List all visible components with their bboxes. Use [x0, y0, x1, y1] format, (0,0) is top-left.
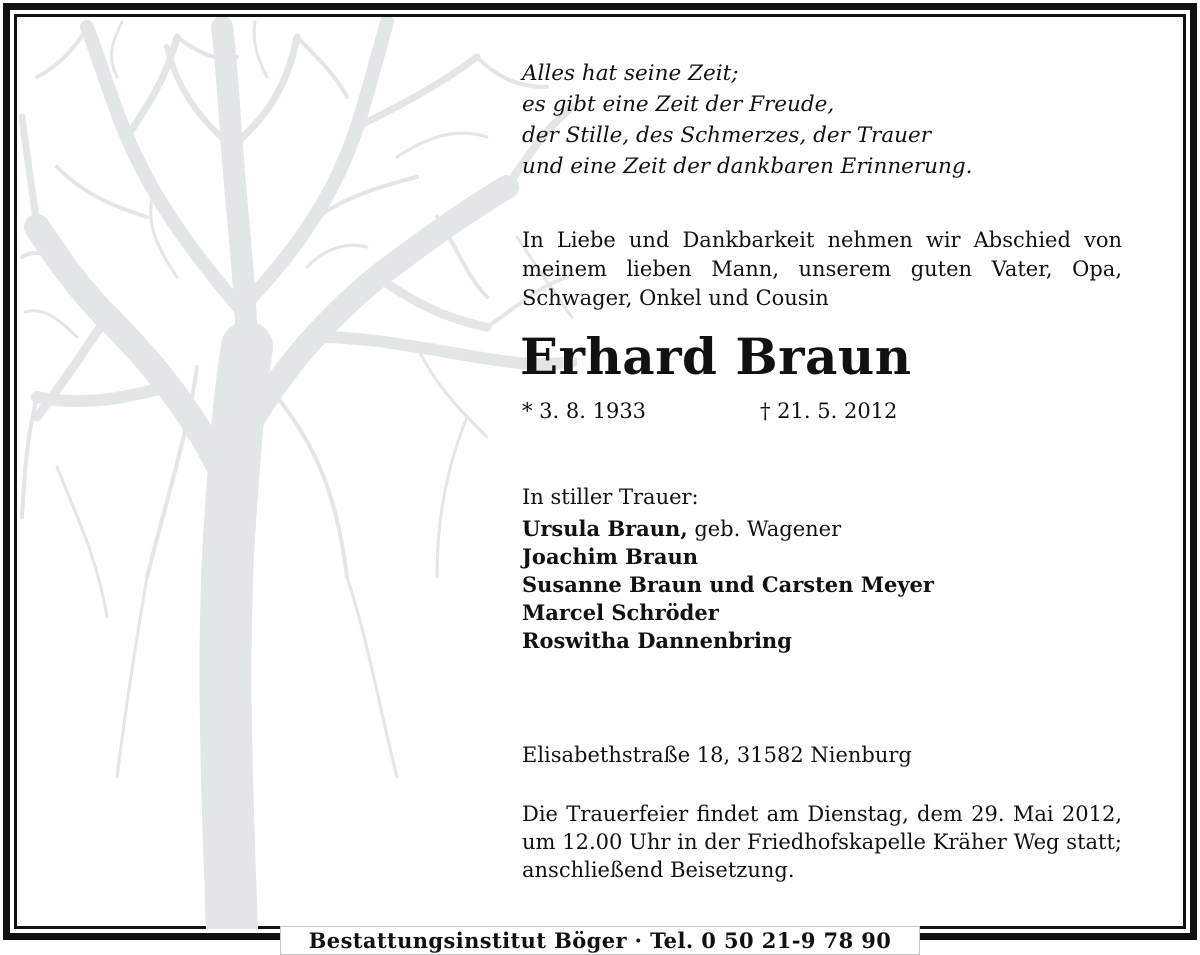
poem-line: und eine Zeit der dankbaren Erinnerung. [522, 154, 973, 179]
address: Elisabethstraße 18, 31582 Nienburg [522, 743, 912, 767]
mourners-heading: In stiller Trauer: [522, 485, 699, 509]
mourner-note: geb. Wagener [687, 517, 842, 541]
funeral-home-footer: Bestattungsinstitut Böger · Tel. 0 50 21-9 78 90 [280, 926, 920, 955]
mourner-row [522, 571, 1122, 599]
mourner-row [522, 627, 1122, 655]
mourner-row [522, 515, 1122, 543]
mourner-name: Ursula Braun, [522, 516, 688, 541]
mourner-name: Joachim Braun [522, 544, 699, 569]
deceased-name: Erhard Braun [520, 327, 912, 386]
mourners-list [522, 515, 1122, 655]
poem-line: Alles hat seine Zeit; [522, 61, 739, 86]
birth-date: * 3. 8. 1933 [522, 399, 647, 423]
farewell-intro: In Liebe und Dankbarkeit nehmen wir Abschied von meinem lieben Mann, unserem guten Vater, Opa, Schwager, Onkel und Cousin [522, 228, 1122, 310]
tree-silhouette [17, 17, 577, 929]
mourner-name: Roswitha Dannenbring [522, 628, 792, 653]
death-date: † 21. 5. 2012 [760, 399, 898, 423]
poem-line: es gibt eine Zeit der Freude, [522, 92, 835, 117]
mourner-name: Marcel Schröder [522, 600, 719, 625]
mourner-row [522, 543, 1122, 571]
ceremony-notice: Die Trauerfeier findet am Dienstag, dem 29. Mai 2012, um 12.00 Uhr in der Friedhofskapelle Kräher Weg statt; anschließend Beisetzung. [522, 802, 1122, 882]
mourner-name: Susanne Braun und Carsten Meyer [522, 572, 934, 597]
poem [522, 58, 1162, 182]
tree-illustration [17, 17, 577, 929]
mourner-row [522, 599, 1122, 627]
poem-line: der Stille, des Schmerzes, der Trauer [522, 123, 931, 148]
life-dates [522, 396, 1122, 426]
